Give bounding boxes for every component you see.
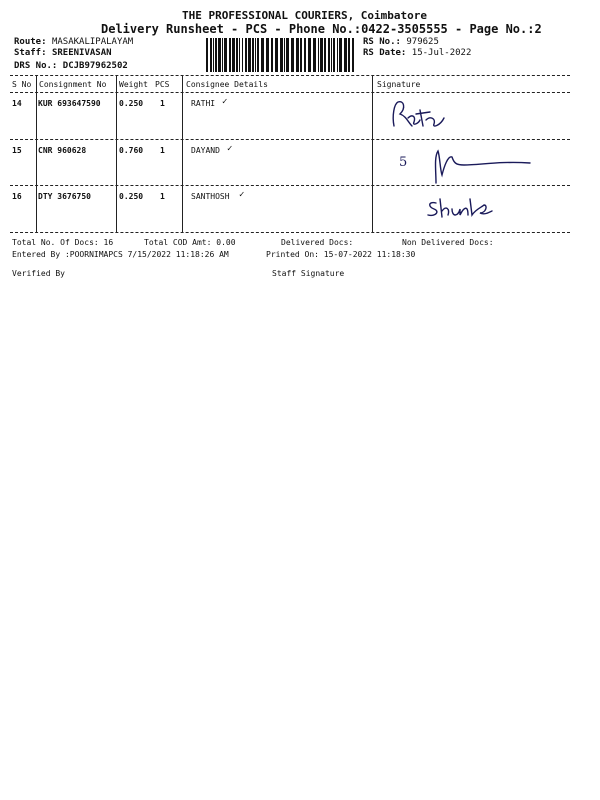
- barcode-bar: [261, 38, 264, 72]
- printed-on: Printed On: 15-07-2022 11:18:30: [266, 250, 416, 259]
- table-row-sno: 14: [12, 99, 22, 108]
- rs-no-value: 979625: [406, 37, 439, 47]
- table-row-consignee: DAYAND: [191, 146, 220, 155]
- table-row-pcs: 1: [160, 99, 165, 108]
- barcode-bar: [229, 38, 231, 72]
- row-rule-2: [10, 185, 570, 186]
- barcode-bar: [218, 38, 221, 72]
- barcode-bar: [337, 38, 338, 72]
- runsheet-subtitle: Delivery Runsheet - PCS - Phone No.:0422-3505555 - Page No.:2: [101, 22, 542, 36]
- barcode-bar: [320, 38, 323, 72]
- company-title: THE PROFESSIONAL COURIERS, Coimbatore: [182, 9, 428, 22]
- table-bottom-rule: [10, 232, 570, 233]
- barcode-bar: [275, 38, 278, 72]
- barcode-bar: [339, 38, 342, 72]
- barcode-bar: [232, 38, 235, 72]
- table-row-sno: 16: [12, 192, 22, 201]
- barcode-bar: [236, 38, 238, 72]
- tick-mark-icon: ✓: [227, 144, 233, 154]
- barcode-bar: [296, 38, 299, 72]
- barcode-bar: [313, 38, 316, 72]
- barcode-bar: [255, 38, 256, 72]
- table-row-sno: 15: [12, 146, 22, 155]
- table-row-weight: 0.250: [119, 99, 144, 108]
- route-value: MASAKALIPALAYAM: [51, 37, 134, 47]
- col-rule-1: [36, 76, 37, 232]
- barcode-bar: [242, 38, 243, 72]
- route-row: [14, 37, 133, 47]
- col-rule-2: [116, 76, 117, 232]
- barcode-bar: [215, 38, 217, 72]
- table-top-rule: [10, 75, 570, 76]
- total-docs: Total No. Of Docs: 16: [12, 238, 114, 247]
- entered-by: Entered By :POORNIMAPCS 7/15/2022 11:18:26 AM: [12, 250, 229, 259]
- col-header-consignment: Consignment No: [39, 80, 107, 89]
- barcode-bar: [257, 38, 259, 72]
- col-rule-3: [182, 76, 183, 232]
- tick-mark-icon: ✓: [222, 97, 228, 107]
- header-bottom-rule: [10, 92, 570, 93]
- col-rule-4: [372, 76, 373, 232]
- table-row-consignee: RATHI: [191, 99, 216, 108]
- barcode-bar: [344, 38, 347, 72]
- barcode-bar: [213, 38, 214, 72]
- col-header-signature: Signature: [377, 80, 421, 89]
- barcode-bar: [210, 38, 212, 72]
- table-row-pcs: 1: [160, 192, 165, 201]
- barcode-bar: [291, 38, 294, 72]
- barcode-bar: [300, 38, 302, 72]
- col-header-weight: Weight: [119, 80, 148, 89]
- barcode-bar: [318, 38, 319, 72]
- barcode-bar: [245, 38, 247, 72]
- staff-value: SREENIVASAN: [51, 48, 112, 58]
- rs-no-row: [363, 37, 439, 47]
- barcode: [205, 38, 355, 72]
- barcode-bar: [331, 38, 332, 72]
- drs-row: [14, 61, 128, 71]
- rs-date-label: RS Date:: [363, 48, 407, 58]
- col-header-consignee: Consignee Details: [186, 80, 268, 89]
- staff-row: [14, 48, 112, 58]
- tick-mark-icon: ✓: [239, 190, 245, 200]
- barcode-bar: [352, 38, 354, 72]
- delivered-docs: Delivered Docs:: [281, 238, 354, 247]
- rs-date-row: [363, 48, 471, 58]
- signature-row14: [390, 98, 450, 132]
- table-row-weight: 0.760: [119, 146, 144, 155]
- staff-label: Staff:: [14, 48, 47, 58]
- drs-value: DCJB97962502: [62, 61, 128, 71]
- signature-row15-mark: 5: [399, 155, 408, 170]
- staff-signature: Staff Signature: [272, 269, 345, 278]
- barcode-bar: [239, 38, 240, 72]
- barcode-bar: [271, 38, 273, 72]
- rs-no-label: RS No.:: [363, 37, 401, 47]
- table-row-consignment: DTY 3676750: [38, 192, 91, 201]
- barcode-bar: [266, 38, 269, 72]
- total-cod: Total COD Amt: 0.00: [144, 238, 236, 247]
- barcode-bar: [224, 38, 227, 72]
- barcode-bar: [324, 38, 326, 72]
- col-header-pcs: PCS: [155, 80, 170, 89]
- drs-label: DRS No.:: [14, 61, 58, 71]
- table-row-consignee: SANTHOSH: [191, 192, 230, 201]
- barcode-bar: [222, 38, 223, 72]
- table-row-weight: 0.250: [119, 192, 144, 201]
- barcode-bar: [280, 38, 283, 72]
- col-header-sno: S No: [12, 80, 32, 89]
- barcode-bar: [308, 38, 311, 72]
- route-label: Route:: [14, 37, 47, 47]
- signature-row15: [430, 145, 535, 185]
- table-row-consignment: CNR 960628: [38, 146, 87, 155]
- verified-by: Verified By: [12, 269, 65, 278]
- barcode-bar: [333, 38, 335, 72]
- table-row-consignment: KUR 693647590: [38, 99, 101, 108]
- barcode-bar: [252, 38, 254, 72]
- non-delivered-docs: Non Delivered Docs:: [402, 238, 494, 247]
- barcode-bar: [286, 38, 289, 72]
- barcode-bar: [248, 38, 251, 72]
- barcode-bar: [284, 38, 285, 72]
- barcode-bar: [328, 38, 330, 72]
- signature-row16: [424, 195, 494, 223]
- barcode-bar: [206, 38, 208, 72]
- table-row-pcs: 1: [160, 146, 165, 155]
- barcode-bar: [348, 38, 350, 72]
- barcode-bar: [304, 38, 306, 72]
- rs-date-value: 15-Jul-2022: [411, 48, 472, 58]
- row-rule-1: [10, 139, 570, 140]
